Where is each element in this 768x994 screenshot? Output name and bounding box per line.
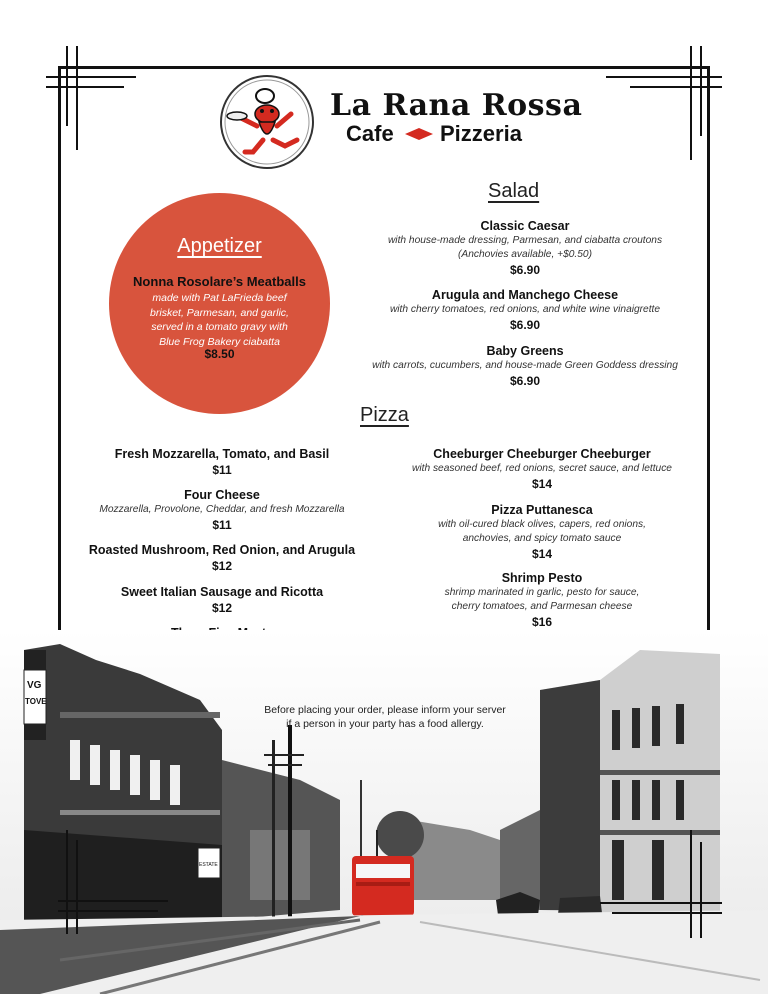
desc-line: served in a tomato gravy with (151, 321, 288, 333)
item-desc: (Anchovies available, +$0.50) (458, 249, 592, 260)
item-name: Cheeburger Cheeburger Cheeburger (433, 447, 651, 461)
allergy-line: Before placing your order, please inform your server (264, 704, 506, 716)
pizza-heading: Pizza (360, 404, 409, 426)
item-price: $11 (212, 463, 232, 477)
appetizer-circle (109, 193, 330, 414)
pizza-item (386, 570, 698, 630)
street-scene-illustration (0, 630, 768, 994)
frog-chef-icon (219, 74, 315, 170)
allergy-line: if a person in your party has a food allergy. (286, 718, 484, 730)
sign-text: TOVE (25, 697, 47, 706)
item-desc: anchovies, and spicy tomato sauce (462, 533, 622, 544)
logo (219, 74, 315, 170)
salad-item-arugula (360, 287, 690, 333)
appetizer-heading: Appetizer (177, 235, 262, 257)
item-name: Roasted Mushroom, Red Onion, and Arugula (88, 543, 356, 557)
item-name: Baby Greens (486, 344, 564, 358)
item-desc: with seasoned beef, red onions, secret sauce, and lettuce (412, 463, 672, 474)
item-price: $14 (531, 547, 553, 561)
estate-sign-text: ESTATE (199, 862, 218, 868)
brand-sub-cafe: Cafe (346, 121, 394, 146)
pizza-item (72, 542, 372, 574)
pizza-item (72, 584, 372, 616)
item-price: $6.90 (509, 374, 541, 388)
sign-text: VG (27, 680, 42, 691)
appetizer-item-name: Nonna Rosolare’s Meatballs (133, 274, 306, 289)
item-name: Fresh Mozzarella, Tomato, and Basil (114, 447, 330, 461)
item-desc: with oil-cured black olives, capers, red onions, (438, 519, 646, 530)
item-desc: with cherry tomatoes, red onions, and white wine vinaigrette (389, 304, 661, 315)
salad-item-classic-caesar (360, 218, 690, 278)
item-desc: with house-made dressing, Parmesan, and ciabatta croutons (387, 235, 663, 246)
item-price: $11 (212, 518, 232, 532)
pizza-item (386, 446, 698, 492)
item-price: $14 (531, 477, 553, 491)
item-desc: shrimp marinated in garlic, pesto for sauce, (444, 587, 640, 598)
allergy-note (220, 703, 550, 731)
pizza-item (72, 446, 372, 478)
item-name: Classic Caesar (480, 219, 570, 233)
item-desc: Mozzarella, Provolone, Cheddar, and fresh Mozzarella (99, 504, 345, 515)
item-price: $16 (531, 615, 553, 629)
appetizer-item-desc (121, 291, 318, 349)
item-price: $6.90 (509, 263, 541, 277)
item-price: $12 (211, 559, 233, 573)
item-name: Arugula and Manchego Cheese (431, 288, 619, 302)
item-name: Four Cheese (184, 488, 260, 502)
desc-line: Blue Frog Bakery ciabatta (159, 335, 280, 348)
salad-heading: Salad (488, 180, 540, 202)
item-desc: with carrots, cucumbers, and house-made Green Goddess dressing (372, 360, 678, 371)
item-price: $12 (211, 601, 233, 615)
item-desc: cherry tomatoes, and Parmesan cheese (451, 601, 633, 612)
diamond-icon (405, 128, 433, 140)
item-name: Shrimp Pesto (501, 571, 583, 585)
appetizer-item-price: $8.50 (204, 347, 235, 361)
item-name: Sweet Italian Sausage and Ricotta (120, 585, 324, 599)
desc-line: made with Pat LaFrieda beef (152, 292, 287, 304)
desc-line: brisket, Parmesan, and garlic, (150, 306, 289, 319)
brand-sub-pizzeria: Pizzeria (440, 121, 522, 146)
item-name: Pizza Puttanesca (491, 503, 593, 517)
salad-item-baby-greens (340, 343, 710, 389)
item-price: $6.90 (509, 318, 541, 332)
pizza-item (386, 502, 698, 562)
brand-name: La Rana Rossa (330, 88, 583, 123)
pizza-item (72, 487, 372, 533)
